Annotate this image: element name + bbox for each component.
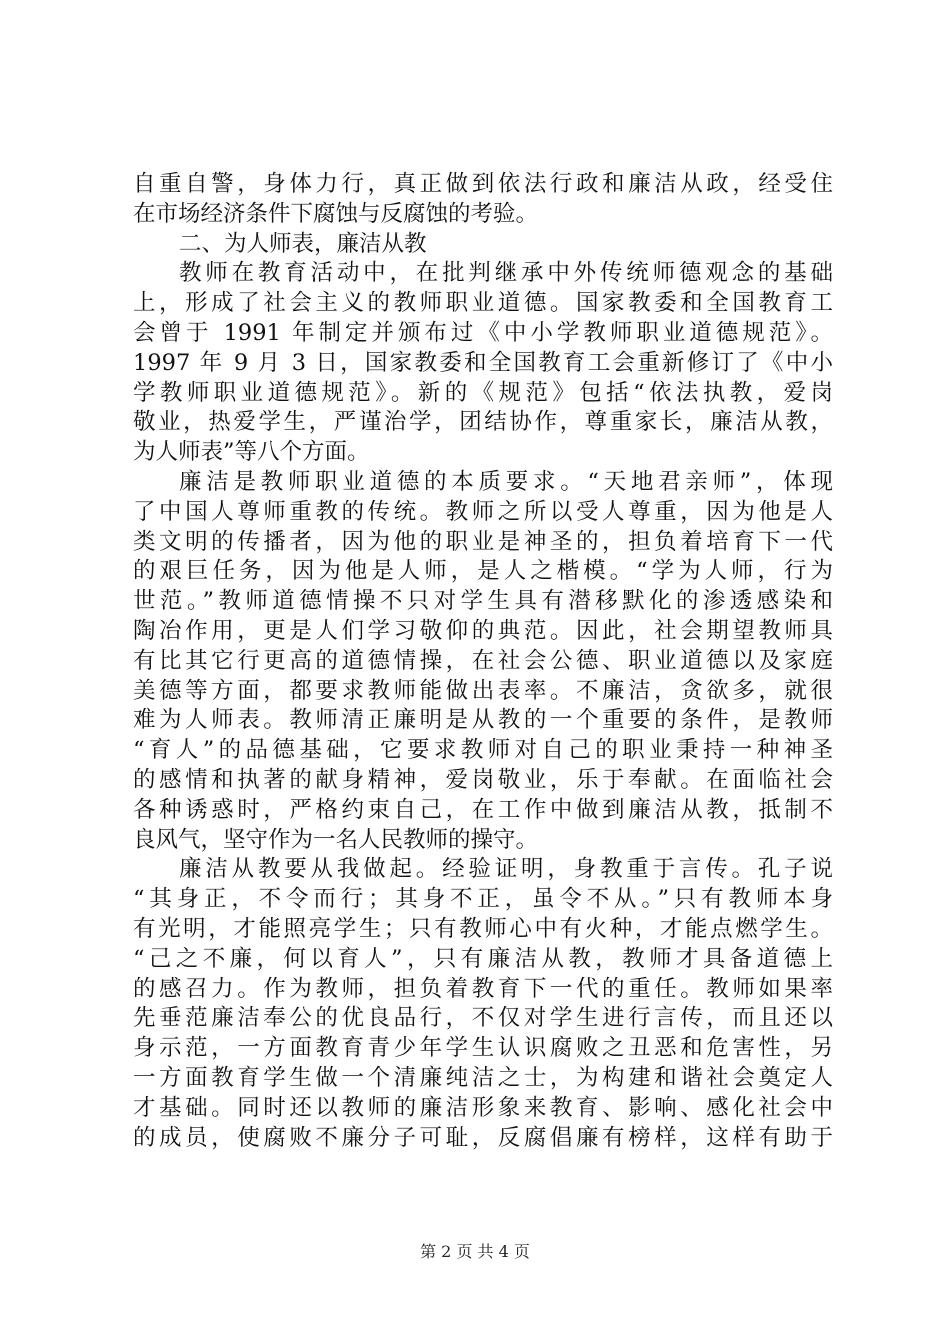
text-line: 教师在教育活动中，在批判继承中外传统师德观念的基础 — [179, 260, 833, 287]
paragraph — [133, 259, 833, 468]
text-line: “育人”的品德基础，它要求教师对自己的职业秉持一种神圣 — [133, 737, 833, 764]
text-line: 为人师表”等八个方面。 — [133, 439, 370, 466]
text-line: 先垂范廉洁奉公的优良品行，不仅对学生进行言传，而且还以 — [133, 1005, 833, 1032]
document-body — [133, 170, 833, 1153]
text-line: 学教师职业道德规范》。新的《规范》包括“依法执教，爱岗 — [133, 379, 833, 406]
text-line: 的艰巨任务，因为他是人师，是人之楷模。“学为人师，行为 — [133, 558, 833, 585]
text-line: 各种诱惑时，严格约束自己，在工作中做到廉洁从教，抵制不 — [133, 796, 833, 823]
text-line: 1997 年 9 月 3 日，国家教委和全国教育工会重新修订了《中小 — [133, 349, 833, 376]
text-line: 了中国人尊师重教的传统。教师之所以受人尊重，因为他是人 — [133, 498, 833, 525]
text-line: 才基础。同时还以教师的廉洁形象来教育、影响、感化社会中 — [133, 1094, 833, 1121]
text-line: 上，形成了社会主义的教师职业道德。国家教委和全国教育工 — [133, 290, 833, 317]
page-footer: 第 2 页 共 4 页 — [420, 1242, 530, 1261]
text-line: 良风气，坚守作为一名人民教师的操守。 — [133, 826, 539, 853]
text-line: 廉洁从教要从我做起。经验证明，身教重于言传。孔子说 — [179, 856, 833, 883]
text-line: 的感召力。作为教师，担负着教育下一代的重任。教师如果率 — [133, 975, 833, 1002]
text-line: 陶冶作用，更是人们学习敬仰的典范。因此，社会期望教师具 — [133, 617, 833, 644]
text-line: “其身正，不令而行；其身不正，虽令不从。”只有教师本身 — [133, 886, 833, 913]
text-line: 在市场经济条件下腐蚀与反腐蚀的考验。 — [133, 200, 539, 227]
text-line: 会曾于 1991 年制定并颁布过《中小学教师职业道德规范》。 — [133, 319, 833, 346]
paragraph — [133, 855, 833, 1153]
text-line: 有光明，才能照亮学生；只有教师心中有火种，才能点燃学生。 — [133, 915, 833, 942]
paragraph — [133, 170, 833, 230]
text-line: 身示范，一方面教育青少年学生认识腐败之丑恶和危害性，另 — [133, 1035, 833, 1062]
text-line: 难为人师表。教师清正廉明是从教的一个重要的条件，是教师 — [133, 707, 833, 734]
text-line: 类文明的传播者，因为他的职业是神圣的，担负着培育下一代 — [133, 528, 833, 555]
text-line: 廉洁是教师职业道德的本质要求。“天地君亲师”，体现 — [179, 468, 833, 495]
text-line: 美德等方面，都要求教师能做出表率。不廉洁，贪欲多，就很 — [133, 677, 833, 704]
text-line: 敬业，热爱学生，严谨治学，团结协作，尊重家长，廉洁从教， — [133, 409, 833, 436]
text-line: “己之不廉，何以育人”，只有廉洁从教，教师才具备道德上 — [133, 945, 833, 972]
section-heading — [133, 230, 833, 260]
text-line: 二、为人师表，廉洁从教 — [179, 230, 427, 257]
paragraph — [133, 468, 833, 855]
text-line: 世范。”教师道德情操不只对学生具有潜移默化的渗透感染和 — [133, 588, 833, 615]
text-line: 的感情和执著的献身精神，爱岗敬业，乐于奉献。在面临社会 — [133, 766, 833, 793]
text-line: 有比其它行更高的道德情操，在社会公德、职业道德以及家庭 — [133, 647, 833, 674]
text-line: 的成员，使腐败不廉分子可耻，反腐倡廉有榜样，这样有助于 — [133, 1124, 833, 1151]
text-line: 自重自警，身体力行，真正做到依法行政和廉洁从政，经受住 — [133, 171, 833, 197]
text-line: 一方面教育学生做一个清廉纯洁之士，为构建和谐社会奠定人 — [133, 1064, 833, 1091]
